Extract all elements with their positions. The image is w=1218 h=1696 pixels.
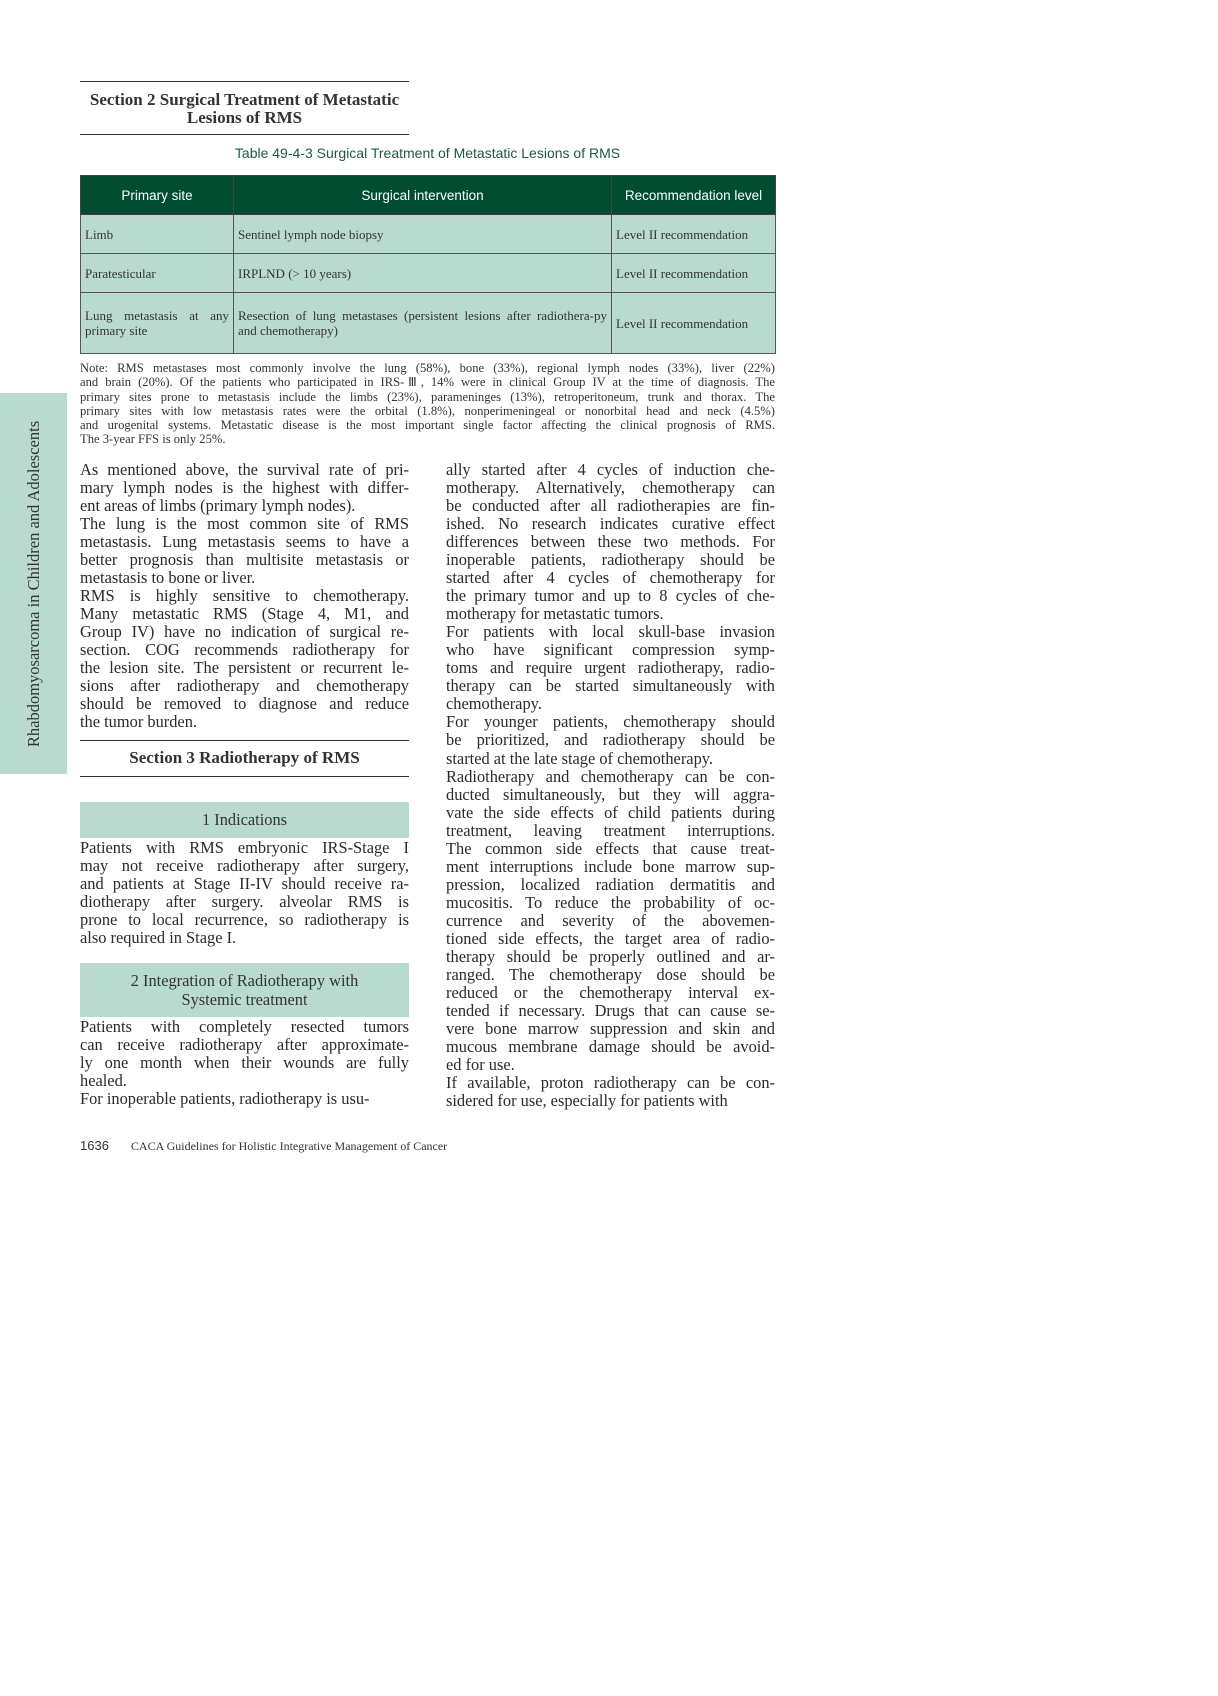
note-line: primary sites prone to metastasis include the limbs (23%), parameninges (13%), retroperitoneum, trunk and thorax. The (80, 389, 775, 404)
text-line: prone to local recurrence, so radiotherapy is (80, 910, 409, 930)
text-line: healed. (80, 1071, 127, 1091)
text-line: sions after radiotherapy and chemotherapy (80, 676, 409, 696)
heading-line: Lesions of RMS (186, 108, 303, 127)
text-line: tioned side effects, the target area of radio- (446, 928, 775, 948)
surgical-treatment-table (80, 175, 776, 354)
text-line: differences between these two methods. For (446, 532, 775, 552)
table-cell: Paratesticular (81, 254, 234, 293)
note-line: and urogenital systems. Metastatic disease is the most important single factor affecting the clinical prognosis of RMS. (80, 418, 775, 433)
table-caption: Table 49-4-3 Surgical Treatment of Metastatic Lesions of RMS (234, 145, 621, 161)
text-line: therapy can be started simultaneously with (446, 676, 775, 696)
text-line: metastasis. Lung metastasis seems to have a (80, 532, 409, 552)
table-note (80, 361, 775, 447)
divider (80, 740, 409, 741)
note-line: primary sites with low metastasis rates were the orbital (1.8%), nonperimeningeal or nonorbital head and neck (4.5%) (80, 403, 775, 418)
text-line: ed for use. (446, 1055, 515, 1075)
text-line: The common side effects that cause treat- (446, 838, 775, 858)
table-cell: Lung metastasis at any primary site (81, 293, 234, 354)
text-line: therapy should be properly outlined and ar- (446, 946, 775, 966)
text-line: pression, localized radiation dermatitis and (446, 874, 775, 894)
text-line: the lesion site. The persistent or recurrent le- (80, 658, 409, 678)
text-line: mucositis. To reduce the probability of oc- (446, 892, 775, 912)
text-line: mucous membrane damage should be avoid- (446, 1037, 775, 1056)
text-line: should be removed to diagnose and reduce (80, 694, 409, 714)
column-header: Surgical intervention (234, 176, 612, 215)
text-line: metastasis to bone or liver. (80, 568, 256, 588)
text-line: and patients at Stage II-IV should receive ra- (80, 874, 409, 894)
indications-text (80, 839, 409, 947)
divider (80, 134, 409, 135)
text-line: ment interruptions include bone marrow sup- (446, 856, 775, 876)
text-line: mary lymph nodes is the highest with differ- (80, 478, 409, 498)
text-line: vere bone marrow suppression and skin and (446, 1018, 775, 1038)
text-line: sidered for use, especially for patients with (446, 1091, 728, 1111)
heading-line: 2 Integration of Radiotherapy with (130, 971, 359, 990)
text-line: may not receive radiotherapy after surgery, (80, 856, 409, 876)
text-line: diotherapy after surgery. alveolar RMS is (80, 892, 409, 912)
book-title: CACA Guidelines for Holistic Integrative Management of Cancer (130, 1139, 448, 1153)
column-header: Primary site (81, 176, 234, 215)
text-line: Radiotherapy and chemotherapy can be con- (446, 766, 775, 786)
divider (80, 776, 409, 777)
table-header-row (81, 176, 776, 215)
page-number: 1636 (80, 1138, 109, 1153)
text-line: motherapy. Alternatively, chemotherapy can (446, 478, 775, 498)
text-line: Patients with completely resected tumors (80, 1017, 409, 1036)
text-line: For younger patients, chemotherapy should (446, 712, 775, 732)
text-line: be conducted after all radiotherapies are fin- (446, 496, 775, 516)
table-cell: Level II recommendation (612, 293, 776, 354)
table-cell: Sentinel lymph node biopsy (234, 215, 612, 254)
table-cell: IRPLND (> 10 years) (234, 254, 612, 293)
text-line: ent areas of limbs (primary lymph nodes). (80, 496, 356, 516)
text-line: be prioritized, and radiotherapy should be (446, 730, 775, 750)
table-row (81, 293, 776, 354)
table-row (81, 254, 776, 293)
text-line: The lung is the most common site of RMS (80, 514, 409, 534)
text-line: the primary tumor and up to 8 cycles of che- (446, 586, 775, 606)
text-line: ly one month when their wounds are fully (80, 1053, 409, 1073)
section-2-heading (80, 91, 409, 127)
text-line: ally started after 4 cycles of induction che- (446, 460, 775, 479)
text-line: toms and require urgent radiotherapy, radio- (446, 658, 775, 678)
divider (80, 81, 409, 82)
text-line: If available, proton radiotherapy can be con- (446, 1073, 775, 1093)
text-line: inoperable patients, radiotherapy should be (446, 550, 775, 570)
text-line: Many metastatic RMS (Stage 4, M1, and (80, 604, 409, 624)
body-text-right (446, 461, 775, 1110)
text-line: also required in Stage I. (80, 928, 237, 948)
text-line: motherapy for metastatic tumors. (446, 604, 664, 624)
integration-text (80, 1018, 409, 1108)
text-line: For patients with local skull-base invasion (446, 622, 775, 642)
indications-heading: 1 Indications (80, 802, 409, 838)
body-text-left (80, 461, 409, 731)
text-line: who have significant compression symp- (446, 640, 775, 660)
heading-line: Systemic treatment (181, 990, 308, 1009)
text-line: treatment, leaving treatment interruptions. (446, 820, 775, 840)
table-cell: Resection of lung metastases (persistent lesions after radiothera-py and chemotherapy) (234, 293, 612, 354)
text-line: ranged. The chemotherapy dose should be (446, 964, 775, 984)
note-line: and brain (20%). Of the patients who participated in IRS-Ⅲ, 14% were in clinical Group IV at the time of diagnosis. The (80, 375, 775, 390)
text-line: For inoperable patients, radiotherapy is usu- (80, 1089, 370, 1109)
heading-line: Section 2 Surgical Treatment of Metastatic (89, 90, 400, 109)
text-line: tended if necessary. Drugs that can cause se- (446, 1000, 775, 1020)
note-line: Note: RMS metastases most commonly involve the lung (58%), bone (33%), regional lymph nodes (33%), liver (22%) (80, 361, 775, 375)
column-header: Recommendation level (612, 176, 776, 215)
chapter-side-tab (0, 393, 67, 774)
text-line: RMS is highly sensitive to chemotherapy. (80, 586, 409, 606)
text-line: currence and severity of the abovemen- (446, 910, 775, 930)
table-row (81, 215, 776, 254)
table-cell: Level II recommendation (612, 215, 776, 254)
chapter-title: Rhabdomyosarcoma in Children and Adolescents (23, 420, 43, 747)
integration-heading (80, 963, 409, 1017)
table-cell: Level II recommendation (612, 254, 776, 293)
text-line: better prognosis than multisite metastasis or (80, 550, 409, 570)
text-line: As mentioned above, the survival rate of pri- (80, 460, 409, 479)
text-line: reduced or the chemotherapy interval ex- (446, 982, 775, 1002)
section-3-heading: Section 3 Radiotherapy of RMS (129, 748, 360, 767)
text-line: started after 4 cycles of chemotherapy for (446, 568, 775, 588)
page-footer (80, 1138, 447, 1154)
text-line: started at the late stage of chemotherapy. (446, 748, 713, 768)
table-cell: Limb (81, 215, 234, 254)
text-line: chemotherapy. (446, 694, 542, 714)
text-line: the tumor burden. (80, 712, 197, 732)
text-line: vate the side effects of child patients during (446, 802, 775, 822)
text-line: ished. No research indicates curative effect (446, 514, 775, 534)
text-line: section. COG recommends radiotherapy for (80, 640, 409, 660)
text-line: ducted simultaneously, but they will aggra- (446, 784, 775, 804)
text-line: Group IV) have no indication of surgical re- (80, 622, 409, 642)
text-line: Patients with RMS embryonic IRS-Stage I (80, 838, 409, 857)
note-line: The 3-year FFS is only 25%. (80, 432, 226, 447)
text-line: can receive radiotherapy after approximate- (80, 1035, 409, 1055)
